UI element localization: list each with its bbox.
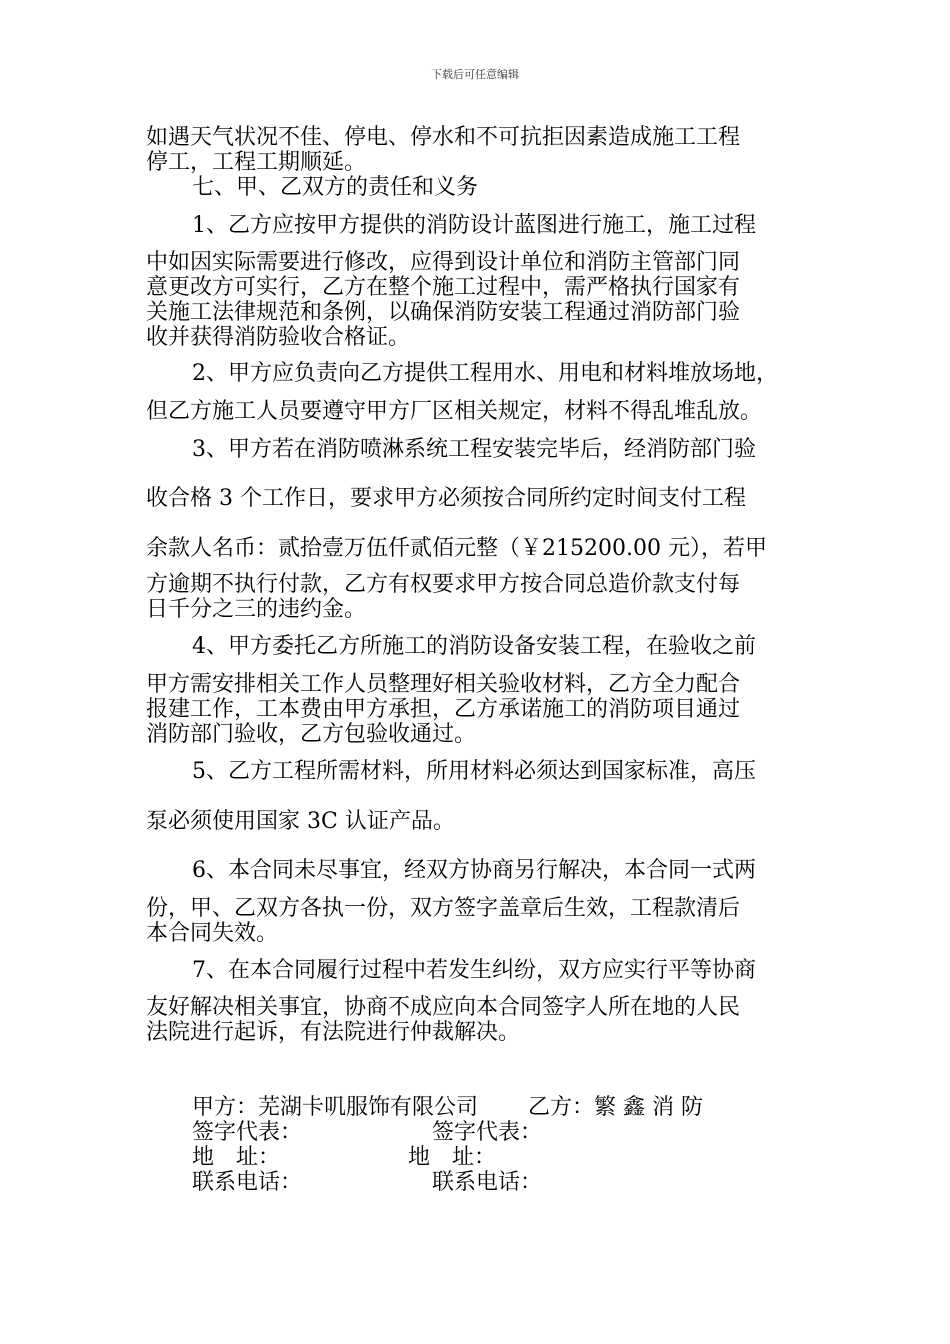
text-line: 5、乙方工程所需材料，所用材料必须达到国家标准，高压	[192, 759, 756, 784]
text-line: 3、甲方若在消防喷淋系统工程安装完毕后，经消防部门验	[192, 437, 756, 462]
text-line: 收合格 3 个工作日，要求甲方必须按合同所约定时间支付工程	[146, 486, 746, 511]
text-line: 中如因实际需要进行修改，应得到设计单位和消防主管部门同	[146, 250, 741, 275]
text-line: 法院进行起诉，有法院进行仲裁解决。	[146, 1020, 521, 1045]
text-line: 7、在本合同履行过程中若发生纠纷，双方应实行平等协商	[192, 958, 756, 983]
page-header: 下载后可任意编辑	[431, 68, 519, 81]
text-line: 报建工作，工本费由甲方承担，乙方承诺施工的消防项目通过	[146, 697, 741, 722]
text-line: 停工，工程工期顺延。	[146, 150, 367, 175]
party-a-name: 甲方：芜湖卡叽服饰有限公司	[192, 1095, 479, 1120]
text-line: 4、甲方委托乙方所施工的消防设备安装工程，在验收之前	[192, 634, 756, 659]
party-b-rep: 签字代表：	[432, 1120, 543, 1145]
party-b-name: 乙方：繁 鑫 消 防	[528, 1095, 703, 1120]
text-line: 友好解决相关事宜，协商不成应向本合同签字人所在地的人民	[146, 995, 741, 1020]
text-line: 份，甲、乙双方各执一份，双方签字盖章后生效，工程款清后	[146, 896, 741, 921]
text-line: 甲方需安排相关工作人员整理好相关验收材料，乙方全力配合	[146, 672, 741, 697]
text-line: 2、甲方应负责向乙方提供工程用水、用电和材料堆放场地，	[192, 361, 778, 386]
section-heading: 七、甲、乙双方的责任和义务	[192, 175, 479, 200]
text-line: 6、本合同未尽事宜，经双方协商另行解决，本合同一式两	[192, 858, 756, 883]
text-line: 余款人名币：贰拾壹万伍仟贰佰元整（￥215200.00 元），若甲	[146, 536, 767, 561]
text-line: 泵必须使用国家 3C 认证产品。	[146, 809, 455, 834]
party-a-phone: 联系电话：	[192, 1170, 303, 1195]
text-line: 消防部门验收，乙方包验收通过。	[146, 722, 477, 747]
text-line: 但乙方施工人员要遵守甲方厂区相关规定，材料不得乱堆乱放。	[146, 399, 763, 424]
party-a-address: 地 址：	[192, 1145, 281, 1170]
party-b-phone: 联系电话：	[432, 1170, 543, 1195]
text-line: 日千分之三的违约金。	[146, 597, 367, 622]
party-b-address: 地 址：	[408, 1145, 497, 1170]
text-line: 收并获得消防验收合格证。	[146, 325, 411, 350]
text-line: 方逾期不执行付款，乙方有权要求甲方按合同总造价款支付每	[146, 572, 741, 597]
text-line: 关施工法律规范和条例，以确保消防安装工程通过消防部门验	[146, 300, 741, 325]
text-line: 意更改方可实行，乙方在整个施工过程中，需严格执行国家有	[146, 275, 741, 300]
text-line: 如遇天气状况不佳、停电、停水和不可抗拒因素造成施工工程	[146, 125, 741, 150]
party-a-rep: 签字代表：	[192, 1120, 303, 1145]
text-line: 1、乙方应按甲方提供的消防设计蓝图进行施工，施工过程	[192, 213, 756, 238]
text-line: 本合同失效。	[146, 921, 279, 946]
